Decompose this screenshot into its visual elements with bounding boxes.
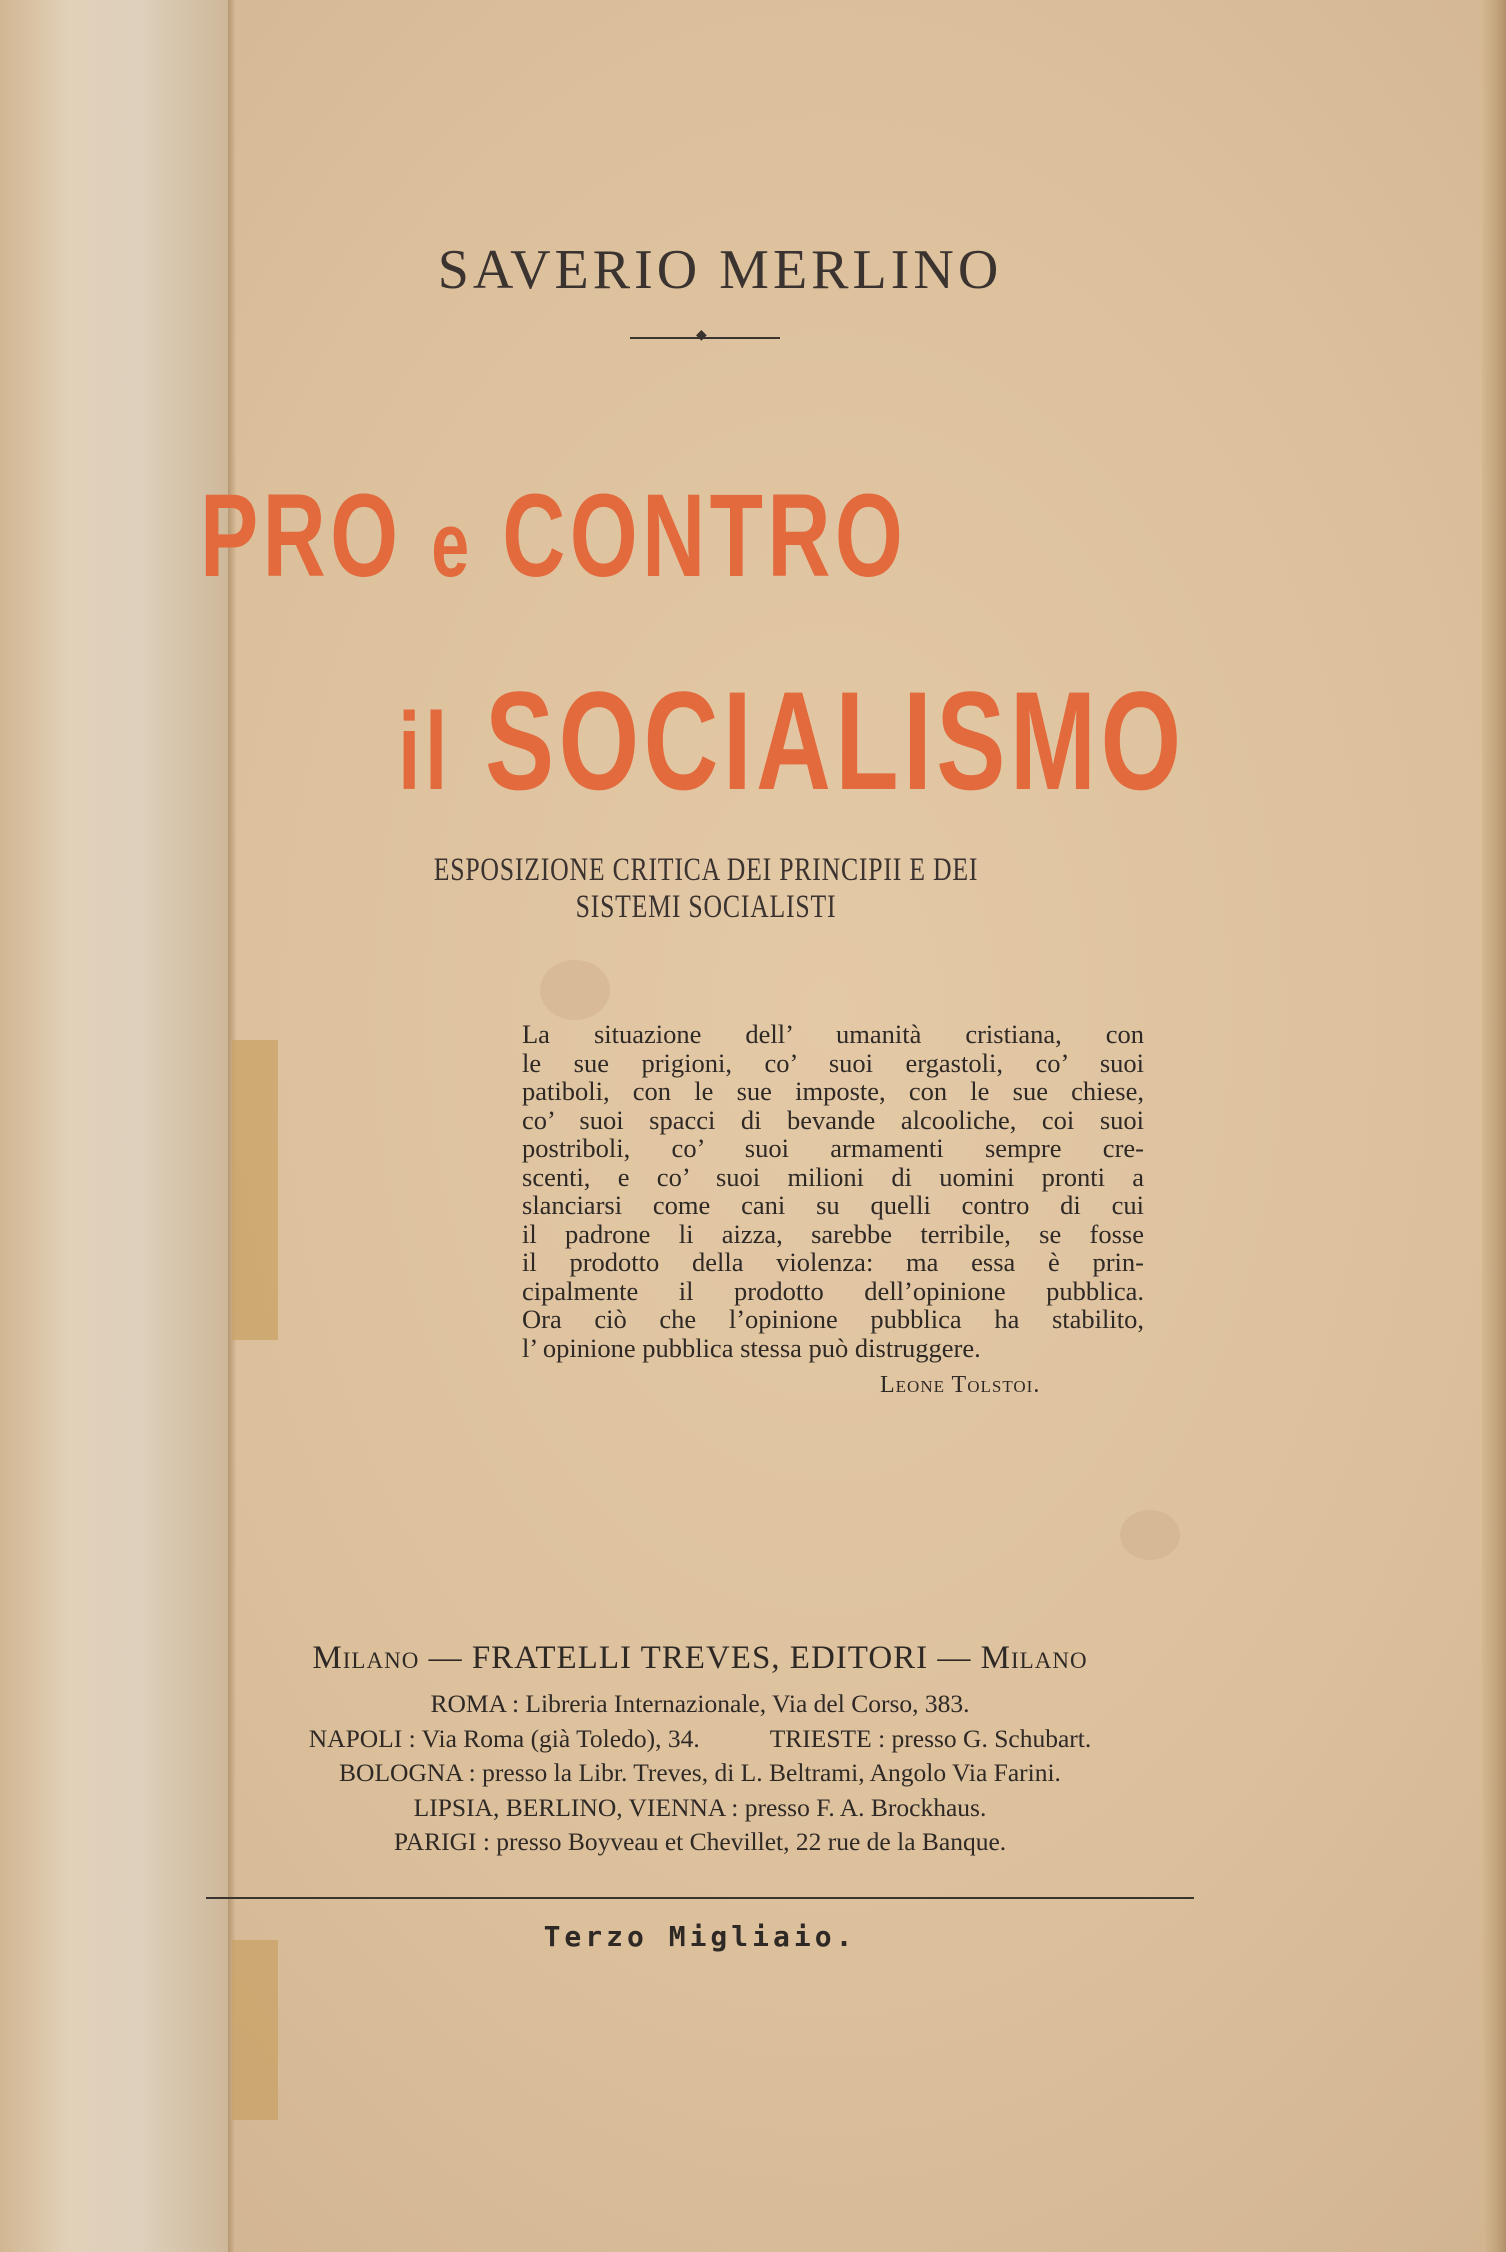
- tape-patch: [232, 1040, 278, 1340]
- quote-line: co’ suoi spacci di bevande alcooliche, coi suoi: [522, 1104, 1144, 1135]
- title-line-1: [200, 468, 907, 604]
- publisher-city: Milano: [980, 1640, 1088, 1676]
- edition-note: Terzo Migliaio.: [543, 1920, 857, 1953]
- quote-line: slanciarsi come cani su quelli contro di cui: [522, 1190, 1144, 1220]
- quote-line: le sue prigioni, co’ suoi ergastoli, co’ suoi: [522, 1047, 1144, 1078]
- title-word: SOCIALISMO: [485, 662, 1186, 819]
- page-edge: [1482, 0, 1506, 2252]
- quote-attribution: Leone Tolstoi.: [880, 1372, 1041, 1398]
- divider-rule: [206, 1897, 1194, 1899]
- title-line-2: [398, 660, 1186, 822]
- publisher-name: — FRATELLI TREVES, EDITORI —: [428, 1640, 972, 1676]
- title-word: PRO: [200, 470, 403, 602]
- quote-line: scenti, e co’ suoi milioni di uomini pronti a: [522, 1161, 1144, 1192]
- branch-line: PARIGI : presso Boyveau et Chevillet, 22 rue de la Banque.: [393, 1827, 1007, 1856]
- branch-napoli: NAPOLI : Via Roma (già Toledo), 34.: [308, 1723, 700, 1753]
- taped-spine: [0, 0, 234, 2252]
- branch-line: LIPSIA, BERLINO, VIENNA : presso F. A. Brockhaus.: [413, 1792, 987, 1822]
- title-word: e: [431, 493, 474, 596]
- quote-line: Ora ciò che l’opinione pubblica ha stabilito,: [522, 1304, 1144, 1334]
- title-word: CONTRO: [502, 470, 908, 602]
- quote-line: postriboli, co’ suoi armamenti sempre cre-: [522, 1133, 1144, 1163]
- quote-line: l’ opinione pubblica stessa può distruggere.: [522, 1332, 981, 1363]
- epigraph-quote: [522, 1020, 1144, 1362]
- paper-stain: [540, 960, 610, 1020]
- branch-trieste: TRIESTE : presso G. Schubart.: [769, 1723, 1092, 1753]
- quote-line: cipalmente il prodotto dell’opinione pubblica.: [522, 1275, 1144, 1306]
- quote-line: il padrone li aizza, sarebbe terribile, se fosse: [522, 1218, 1144, 1249]
- publisher-city: Milano: [312, 1640, 420, 1676]
- author-name: SAVERIO MERLINO: [437, 239, 1003, 301]
- branch-line: [190, 1722, 1210, 1757]
- title-word: il: [398, 691, 452, 813]
- quote-line: La situazione dell’ umanità cristiana, con: [522, 1019, 1144, 1049]
- subtitle: ESPOSIZIONE CRITICA DEI PRINCIPII E DEI SISTEMI SOCIALISTI: [433, 852, 979, 925]
- ornament-rule: [630, 337, 780, 339]
- quote-line: il prodotto della violenza: ma essa è prin-: [522, 1247, 1144, 1277]
- branch-line: BOLOGNA : presso la Libr. Treves, di L. Beltrami, Angolo Via Farini.: [339, 1758, 1061, 1787]
- tape-patch: [232, 1940, 278, 2120]
- publisher-line: [190, 1640, 1210, 1677]
- paper-stain: [1120, 1510, 1180, 1560]
- publisher-imprint: [190, 1640, 1210, 1860]
- branch-line: ROMA : Libreria Internazionale, Via del Corso, 383.: [430, 1689, 970, 1718]
- quote-line: patiboli, con le sue imposte, con le sue chiese,: [522, 1076, 1144, 1106]
